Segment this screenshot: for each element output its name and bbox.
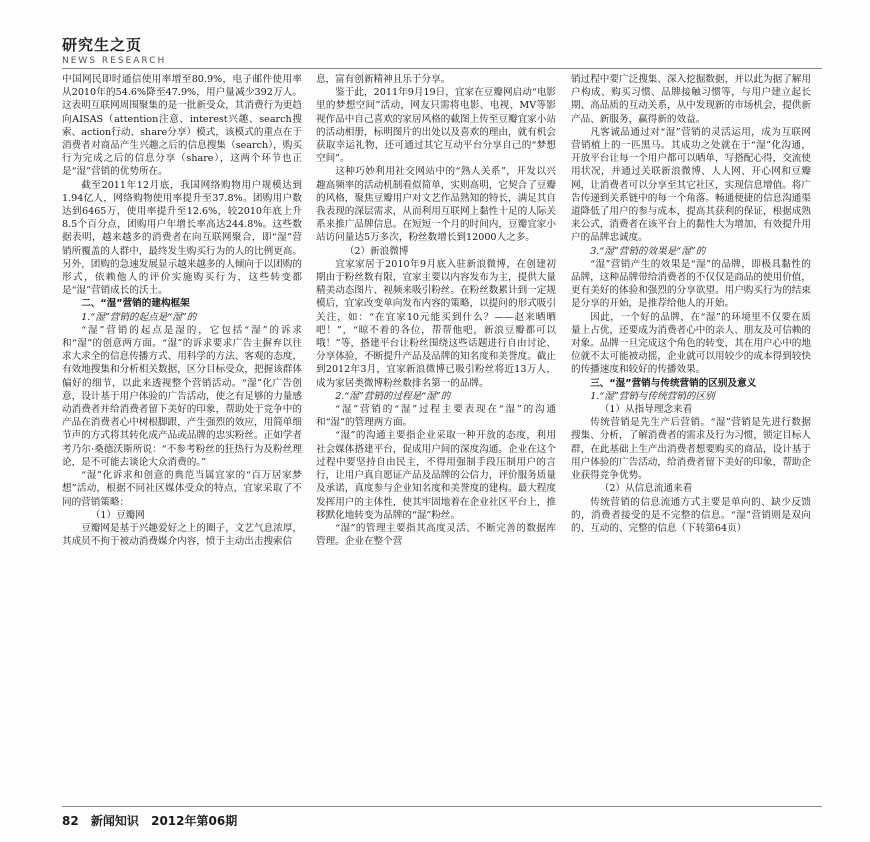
section-heading: （1）豆瓣网 [90,509,145,521]
text-column-1 [62,73,302,775]
section-heading: 1.“湿”营销与传统营销的区别 [590,390,715,402]
paragraph: 截至2011年12月底，我国网络购物用户规模达到1.94亿人，网络购物使用率提升至37.8%。团购用户数达到6465万，使用率提升至12.6%，较2010年底上升8.5个百分点，团购用户年增长率高达244.8%。这些数据表明，越来越多的消费者在向互联网聚合，即“湿”营销所覆盖的人群中，最终发生购买行为的人的比例更高。另外，团购的急速发展显示越来越多的人倾向于以团购的形式，依赖他人的评价实施购买行为，这些转变都是“湿”营销成长的沃土。 [62,179,302,297]
paragraph: 传统营销的信息流通方式主要是单向的、缺少反馈的，消费者接受的是不完整的信息。“湿”营销则是双向的、互动的、完整的信息（下转第64页） [571,496,811,534]
paragraph: “湿”化诉求和创意的典范当属宜家的“百万居家梦想”活动，根据不同社区媒体受众的特点，宜家采取了不同的营销策略： [62,470,302,508]
section-heading: 2.“湿”营销的过程是“湿”的 [335,390,451,402]
footer-rule [62,806,822,807]
paragraph: 因此，一个好的品牌，在“湿”的环境里不仅要在质量上占优，还要成为消费者心中的亲人、朋友及可信赖的对象。品牌一旦完成这个角色的转变，其在用户心中的地位就不太可能被动摇，企业就可以用较少的成本得到较快的传播速度和较好的传播效果。 [571,311,811,376]
section-subtitle: NEWS RESEARCH [62,56,167,66]
paragraph: 传统营销是先生产后营销。“湿”营销是先进行数据搜集、分析，了解消费者的需求及行为习惯，锁定目标人群，在此基础上生产出消费者想要购买的商品，设计基于用户体验的广告活动，给消费者留下美好的印象，帮助企业获得竞争优势。 [571,417,811,482]
paragraph: 凡客诚品通过对“湿”营销的灵活运用，成为互联网营销植上的一匹黑马。其成功之处就在于“湿”化沟通，开放平台让每一个用户都可以晒单，写搭配心得，交流使用状况，并通过关联新浪微博、人人网、开心网和豆瓣网，让消费者可以分享至其它社区，实现信息增值。将广告传递到关系链中的每一个角落。畅通便捷的信息沟通渠道降低了用户的参与成本，提高其获利的保证，根据成熟来公式，消费者在该平台上的黏性大为增加，有效提升用户的品牌忠诚度。 [571,126,811,244]
section-heading: 三、“湿”营销与传统营销的区别及意义 [590,377,757,389]
section-title: 研究生之页 [62,36,143,54]
paragraph: 中国网民即时通信使用率增至80.9%，电子邮件使用率从2010年的54.6%降至47.9%，用户量减少392万人。这表明互联网周围聚集的是一批新受众，其消费行为更趋向AISAS（attention注意、interest兴趣、search搜索、action行动、share分享）模式，该模式的重点在于消费者对商品产生兴趣之后的信息搜集（search），购买行为完成之后的信息分享（share），这两个环节也正是“湿”营销的优势所在。 [62,74,302,178]
text-column-2 [316,73,556,775]
section-heading: （1）从指导理念来看 [599,404,693,416]
section-heading: （2）从信息流通来看 [599,483,693,495]
header-rule [62,68,822,69]
page-number: 82 [62,814,79,828]
paragraph: “湿”的管理主要指其高度灵活、不断完善的数据库管理。企业在整个营 [316,522,556,548]
text-column-3 [571,73,811,775]
paragraph: “湿”的沟通主要指企业采取一种开放的态度，利用社会媒体搭建平台，促成用户间的深度沟通。企业在这个过程中要坚持自由民主，不得用强制手段压制用户的言行，让用户真自愿证产品及品牌的公信力，评价服务质量及承诺，真度参与企业知名度和美誉度的建构。最大程度发挥用户的主体性，使其牢固地着在企业社区平台上，推移默化地转变为品牌的“湿”粉丝。 [316,430,556,521]
paragraph: “湿”营销的起点是湿的，它包括“湿”的诉求和“湿”的创意两方面。“湿”的诉求要求广告主摒弃以往求大求全的信息传播方式、用科学的方法、客观的态度，有效地搜集和分析相关数据，区分目标受众，把握该群体偏好的细节，以此来透视整个营销活动。“湿”化广告创意，设计基于用户体验的广告活动，使之有足够的力量感动消费者并给消费者留下美好的印象，帮助处于竞争中的产品在消费者心中树根脚跟，产生强烈的效应，用简单细节声的方式将其转化成产品或品牌的忠实粉丝。正如学者考乃尔·桑德沃斯所说：“不参考粉丝的狂热行为及粉丝理论，是不可能去谈论大众消费的。” [62,324,302,468]
paragraph: 宜家家居于2010年9月底入驻新浪微博，在创建初期由于粉丝数有限，宜家主要以内容发布为主，提供大量精美动态图片、视频来吸引粉丝。在粉丝数累计到一定规模后，宜家改变单向发布内容的策略，以提问的形式吸引关注，如：“在宜家10元能买到什么？——赵来晒晒吧！”，“晾不着的各位，帮帮他吧，新浪豆瓣都可以哦！”等，搭建平台让粉丝围绕这些话题进行自由讨论、分享体验，不断提升产品及品牌的知名度和美誉度。截止到2012年3月，宜家新浪微博已吸引粉丝将近13万人，成为家居类微博粉丝数排名第一的品牌。 [316,258,556,389]
section-heading: 1.“湿”营销的起点是“湿”的 [81,311,197,323]
paragraph: 息，富有创新精神且乐于分享。 [316,74,451,85]
section-heading: 二、“湿”营销的建构框架 [81,298,190,310]
paragraph: 豆瓣网是基于兴趣爱好之上的圈子，文艺气息浓厚，其成员不拘于被动消费媒介内容，愤于主动出击搜索信 [62,522,302,548]
paragraph: “湿”营销产生的效果是“湿”的品牌，即极具黏性的品牌，这种品牌带给消费者的不仅仅是商品的使用价值，更有美好的体验和强烈的分享欲望。用户购买行为的结束是分享的开始，是推荐给他人的开始。 [571,258,811,310]
paragraph: “湿”营销的“湿”过程主要表现在“湿”的沟通和“湿”的管理两方面。 [316,404,556,429]
issue-label: 2012年第06期 [151,814,238,828]
paragraph: 这种巧妙利用社交网站中的“熟人关系”，开发以兴趣高频率的活动机制看似简单，实则高明，它契合了豆瓣的风格，聚焦豆瓣用户对文艺作品熟知的特长，满足其自我表现的深层需求，从而利用互联网上黏性十足的人际关系来推广品牌信息。在短短一个月的时间内，豆瓣宜家小站访问量达5万多次，粉丝数增长到12000人之多。 [316,166,556,244]
paragraph: 鉴于此，2011年9月19日，宜家在豆瓣网启动“电影里的梦想空间”活动，网友只需将电影、电视、MV等影视作品中自己喜欢的家居风格的截图上传至豆瓣宜家小站的活动相册，标明图片的出处以及喜欢的理由，就有机会获取幸运礼物，还可通过其它互动平台分享自己的“梦想空间”。 [316,87,556,165]
section-heading: （2）新浪微博 [344,245,409,257]
page-footer [62,812,822,830]
page-header [62,34,822,66]
magazine-name: 新闻知识 [90,814,139,828]
section-heading: 3.“湿”营销的效果是“湿”的 [590,245,706,257]
paragraph: 销过程中要广泛搜集、深入挖掘数据，并以此为据了解用户构成、购买习惯、品牌接触习惯等，与用户建立起长期、高品质的互动关系，从中发现新的市场机会，提供新产品、新服务，赢得新的效益。 [571,74,811,125]
